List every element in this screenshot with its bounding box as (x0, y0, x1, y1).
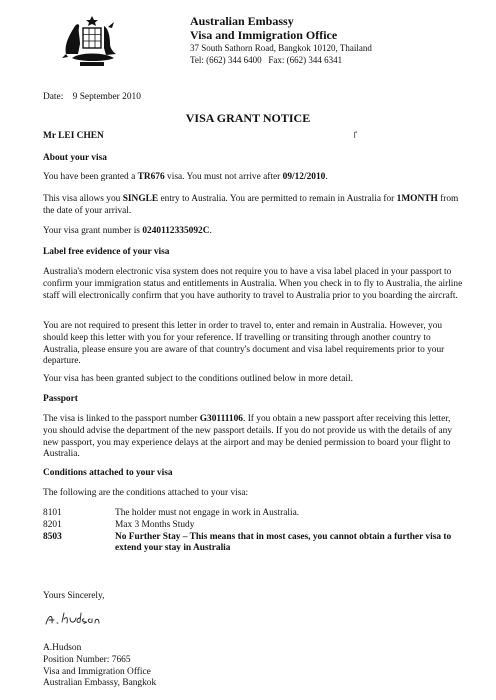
signatory-embassy: Australian Embassy, Bangkok (43, 678, 157, 689)
label-free-paragraph-2: You are not required to present this letter in order to travel to, enter and remain in Australia. However, you should keep this letter with you for your reference. If travelling or transiting through another country to Australia, please ensure you are aware of that country's document and visa label requirements prior to your departure. (43, 321, 445, 367)
visa-subclass: TR676 (137, 172, 165, 182)
condition-row (43, 520, 473, 532)
embassy-address: 37 South Sathorn Road, Bangkok 10120, Thailand (190, 43, 372, 53)
condition-text: The holder must not engage in work in Australia. (115, 508, 300, 518)
embassy-phone-fax: Tel: (662) 344 6400 Fax: (662) 344 6341 (190, 55, 343, 65)
entry-type: SINGLE (122, 194, 159, 204)
conditions-heading: Conditions attached to your visa (43, 468, 173, 478)
conditions-list (43, 508, 473, 555)
condition-code: 8201 (43, 519, 62, 530)
passport-paragraph: The visa is linked to the passport number G30111106. If you obtain a new passport after receiving this letter, you should advise the department of the new passport details. If you do not provide us with the details of any new passport, you may experience delays at the airport and may be denied permission to board your flight to Australia. (43, 414, 453, 460)
about-heading: About your visa (43, 153, 107, 163)
signatory-position: Position Number: 7665 (43, 654, 131, 665)
signatory-office: Visa and Immigration Office (43, 666, 151, 677)
condition-text: Max 3 Months Study (115, 519, 195, 530)
coat-of-arms-icon (58, 14, 126, 70)
passport-heading: Passport (43, 394, 78, 404)
grant-number: 0240112335092C (142, 226, 210, 236)
about-paragraph-2: This visa allows you SINGLE entry to Australia. You are permitted to remain in Australia for 1MONTH from the date of your arrival. (43, 194, 459, 216)
condition-text: No Further Stay – This means that in most cases, you cannot obtain a further visa to extend your stay in Australia (115, 531, 452, 554)
label-free-paragraph-1: Australia's modern electronic visa system does not require you to have a visa label placed in your passport to confirm your immigration status and entitlements in Australia. When you check in to fly to Australia, the airline staff will electronically confirm that you have authority to travel to Australia prior to you boarding the aircraft. (43, 267, 463, 301)
conditions-intro: The following are the conditions attached to your visa: (43, 488, 249, 498)
arrival-deadline: 09/12/2010 (282, 172, 326, 182)
office-name: Visa and Immigration Office (190, 28, 338, 42)
stray-mark-icon: ٵ (352, 130, 358, 140)
letterhead (190, 14, 372, 66)
recipient-name: Mr LEI CHEN (43, 131, 104, 141)
handwritten-signature (43, 610, 103, 633)
page-title: VISA GRANT NOTICE (185, 111, 311, 125)
condition-row (43, 532, 473, 556)
condition-code: 8101 (43, 508, 62, 518)
stay-period: 1MONTH (396, 194, 438, 204)
about-paragraph-1: You have been granted a TR676 visa. You must not arrive after 09/12/2010. (43, 172, 328, 182)
condition-code: 8503 (43, 531, 62, 542)
embassy-name: Australian Embassy (190, 14, 294, 28)
label-free-heading: Label free evidence of your visa (43, 247, 170, 257)
signatory-name: A.Hudson (43, 643, 82, 653)
passport-number: G30111106 (199, 414, 243, 424)
about-paragraph-3: Your visa grant number is 0240112335092C. (43, 226, 212, 236)
label-free-paragraph-3: Your visa has been granted subject to the conditions outlined below in more detail. (43, 374, 353, 384)
closing-salutation: Yours Sincerely, (43, 591, 105, 601)
signature-block (43, 643, 156, 690)
condition-row (43, 508, 473, 520)
letter-date: Date: 9 September 2010 (43, 92, 141, 102)
